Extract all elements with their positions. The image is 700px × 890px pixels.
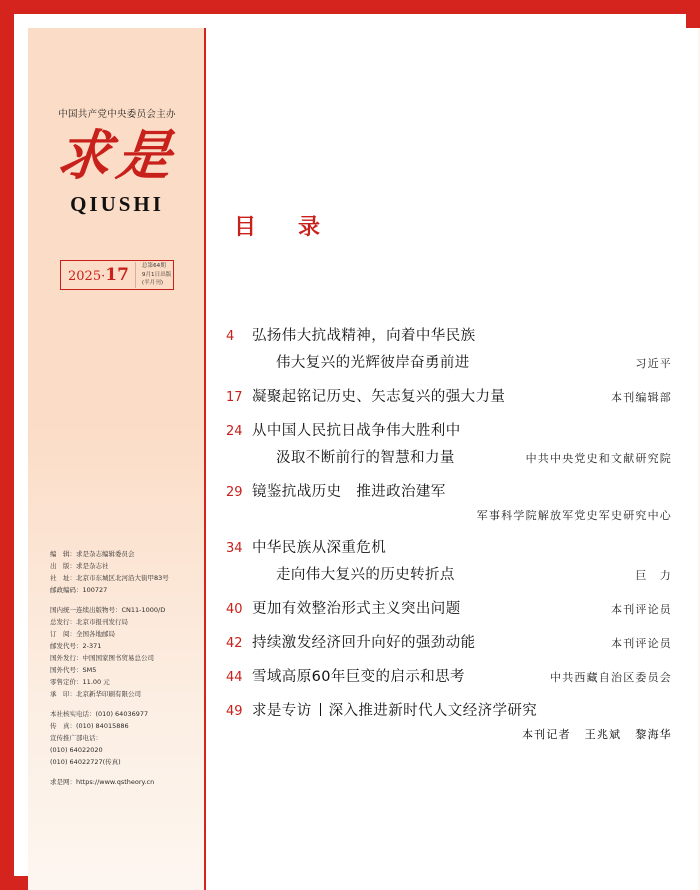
issue-dot: · bbox=[101, 269, 106, 284]
colophon-line: 本社核实电话：(010) 64036977 bbox=[50, 710, 149, 719]
list-item[interactable] bbox=[226, 665, 678, 686]
list-item[interactable] bbox=[226, 480, 678, 523]
colophon-group-3 bbox=[50, 708, 198, 768]
toc-entry-title: 弘扬伟大抗战精神，向着中华民族 bbox=[252, 328, 476, 344]
toc-entry-title: 雪域高原60年巨变的启示和思考 bbox=[252, 669, 465, 685]
toc-author-3: 黎海华 bbox=[635, 728, 672, 741]
issue-meta bbox=[135, 262, 173, 287]
toc-entry-author: 本刊评论员 bbox=[611, 637, 672, 650]
issue-meta-date: 9月1日出版(半月刊) bbox=[141, 271, 172, 287]
toc-page-number: 34 bbox=[226, 541, 243, 556]
toc-page-number: 17 bbox=[226, 390, 243, 405]
toc-entry-subtitle: 汲取不断前行的智慧和力量 bbox=[276, 450, 455, 466]
colophon-line: (010) 64022727(传真) bbox=[50, 758, 121, 767]
toc-entry-author: 本刊编辑部 bbox=[611, 391, 672, 404]
colophon-line: 国内统一连续出版物号：CN11-1000/D bbox=[50, 606, 166, 615]
contents-panel bbox=[206, 28, 698, 890]
toc-entry-line1 bbox=[226, 631, 678, 652]
toc-entry-title: 凝聚起铭记历史、矢志复兴的强大力量 bbox=[252, 389, 506, 405]
toc-entry-line1 bbox=[226, 536, 678, 557]
colophon-group-4 bbox=[50, 776, 198, 788]
issue-badge bbox=[60, 260, 174, 290]
colophon-line: 社 址：北京市东城区北河沿大街甲83号 bbox=[50, 574, 169, 583]
issue-number bbox=[61, 265, 129, 285]
magazine-logo-pinyin: QIUSHI bbox=[70, 192, 164, 216]
list-item[interactable] bbox=[226, 419, 678, 467]
colophon-group-2 bbox=[50, 604, 198, 700]
list-item[interactable] bbox=[226, 536, 678, 584]
toc-page-number: 29 bbox=[226, 485, 243, 500]
toc-entry-line1 bbox=[226, 480, 678, 501]
toc-entry-line1 bbox=[226, 665, 678, 686]
toc-entry-line1 bbox=[226, 597, 678, 618]
toc-entry-subtitle: 走向伟大复兴的历史转折点 bbox=[276, 567, 455, 583]
page-title: 目 录 bbox=[234, 215, 331, 240]
toc-entry-authors bbox=[508, 726, 678, 742]
toc-entry-title: 镜鉴抗战历史 推进政治建军 bbox=[252, 484, 446, 500]
toc-list bbox=[226, 324, 678, 755]
colophon-line: 国外发行：中国国家图书贸易总公司 bbox=[50, 654, 154, 663]
toc-page-number: 44 bbox=[226, 670, 243, 685]
toc-author-2: 王兆斌 bbox=[584, 728, 622, 741]
colophon-line: 传 真：(010) 84015886 bbox=[50, 722, 129, 731]
vertical-divider bbox=[320, 703, 321, 716]
toc-entry-author: 中共中央党史和文献研究院 bbox=[525, 452, 672, 465]
toc-author-1: 本刊记者 bbox=[521, 728, 571, 741]
colophon-line: 编 辑：求是杂志编辑委员会 bbox=[50, 550, 135, 558]
list-item[interactable] bbox=[226, 385, 678, 406]
toc-entry-title: 持续激发经济回升向好的强劲动能 bbox=[252, 635, 476, 651]
toc-entry-author: 军事科学院解放军党史军史研究中心 bbox=[476, 509, 672, 522]
magazine-logo-chinese: 求是 bbox=[53, 123, 181, 187]
colophon-line: 邮发代号：2-371 bbox=[50, 642, 102, 651]
toc-page-number: 40 bbox=[226, 602, 243, 617]
list-item[interactable] bbox=[226, 597, 678, 618]
toc-page-number: 42 bbox=[226, 636, 243, 651]
colophon-line: 邮政编码：100727 bbox=[50, 586, 108, 595]
toc-page-number: 24 bbox=[226, 424, 243, 439]
toc-entry-title: 更加有效整治形式主义突出问题 bbox=[252, 601, 461, 617]
toc-entry-label: 求是专访 bbox=[252, 703, 312, 719]
colophon-line: 订 阅：全国各地邮局 bbox=[50, 630, 115, 639]
colophon-block bbox=[50, 548, 198, 796]
toc-entry-line2 bbox=[226, 446, 678, 467]
issue-no: 17 bbox=[105, 265, 129, 285]
toc-entry-line2 bbox=[226, 563, 678, 584]
colophon-group-1 bbox=[50, 548, 198, 596]
colophon-line: 零售定价：11.00 元 bbox=[50, 678, 110, 687]
toc-page-number: 49 bbox=[226, 704, 243, 719]
toc-entry-line1 bbox=[226, 385, 678, 406]
colophon-line: 承 印：北京新华印刷有限公司 bbox=[50, 690, 141, 699]
list-item[interactable] bbox=[226, 631, 678, 652]
colophon-line: 国外代号：SM5 bbox=[50, 666, 97, 675]
toc-entry-title: 中华民族从深重危机 bbox=[252, 540, 387, 556]
toc-entry-line1 bbox=[226, 699, 678, 720]
list-item[interactable] bbox=[226, 699, 678, 742]
issue-meta-total: 总第64期 bbox=[141, 263, 166, 270]
toc-entry-author: 中共西藏自治区委员会 bbox=[550, 671, 672, 684]
list-item[interactable] bbox=[226, 324, 678, 372]
toc-entry-line2 bbox=[226, 726, 678, 742]
toc-entry-author: 巨 力 bbox=[635, 569, 672, 582]
sponsor-line: 中国共产党中央委员会主办 bbox=[58, 109, 176, 120]
toc-entry-title-text: 深入推进新时代人文经济学研究 bbox=[328, 703, 538, 719]
toc-entry-author: 本刊评论员 bbox=[611, 603, 672, 616]
masthead bbox=[28, 106, 206, 217]
colophon-line: 宣传推广部电话： bbox=[50, 734, 102, 743]
toc-page-number: 4 bbox=[226, 329, 235, 344]
toc-entry-line2 bbox=[226, 351, 678, 372]
toc-entry-title: 从中国人民抗日战争伟大胜利中 bbox=[252, 423, 461, 439]
cover-left-panel bbox=[28, 28, 206, 890]
page-inner bbox=[28, 28, 700, 890]
toc-entry-line1 bbox=[226, 324, 678, 345]
colophon-line: 总发行：北京市报刊发行局 bbox=[50, 618, 128, 627]
toc-entry-author: 习近平 bbox=[635, 357, 672, 370]
issue-year: 2025 bbox=[68, 269, 102, 284]
toc-entry-subtitle: 伟大复兴的光辉彼岸奋勇前进 bbox=[276, 355, 470, 371]
colophon-line: 出 版：求是杂志社 bbox=[50, 562, 109, 571]
website-line[interactable]: 求是网：https://www.qstheory.cn bbox=[50, 778, 155, 787]
toc-entry-title bbox=[252, 699, 537, 720]
colophon-line: (010) 64022020 bbox=[50, 746, 103, 755]
toc-entry-line1 bbox=[226, 419, 678, 440]
